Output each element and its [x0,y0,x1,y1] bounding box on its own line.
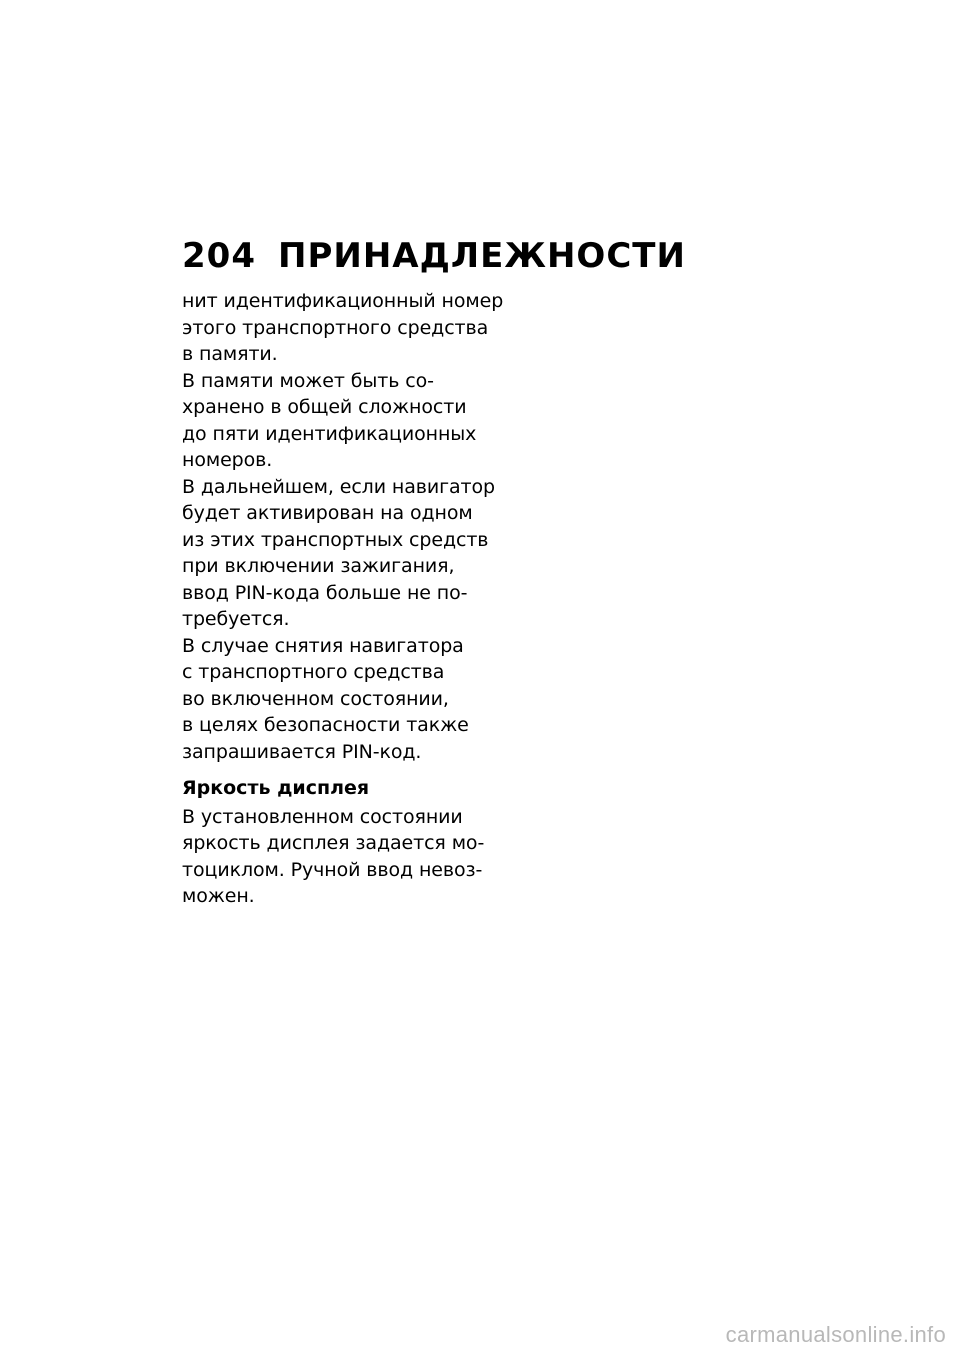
text-line: тоциклом. Ручной ввод невоз- [182,858,483,881]
text-line: можен. [182,885,255,907]
subheading-display-brightness: Яркость дисплея [182,777,370,799]
text-line: номеров. [182,449,273,471]
text-line: В установленном состоянии [182,805,463,828]
footer-watermark: carmanualsonline.info [725,1322,946,1347]
text-line: ввод PIN-кода больше не по- [182,581,468,604]
section-title: ПРИНАДЛЕЖНОСТИ [278,236,686,276]
text-line: в целях безопасности также [182,714,469,736]
text-line: до пяти идентификационных [182,422,477,445]
text-line: будет активирован на одном [182,502,473,524]
text-line: в памяти. [182,343,278,365]
text-line: при включении зажигания, [182,555,455,577]
text-line: требуется. [182,608,290,630]
text-line: хранено в общей сложности [182,396,467,418]
text-line: нит идентификационный номер [182,290,504,312]
page-header [182,236,686,286]
text-line: этого транспортного средства [182,316,489,339]
text-line: В памяти может быть со- [182,369,434,392]
text-line: с транспортного средства [182,661,445,683]
text-line: В случае снятия навигатора [182,634,464,657]
page-number: 204 [182,236,256,276]
text-line: из этих транспортных средств [182,528,489,551]
text-line: во включенном состоянии, [182,687,449,710]
text-line: В дальнейшем, если навигатор [182,475,496,498]
text-line: запрашивается PIN-код. [182,740,422,763]
body-text [182,288,504,910]
text-line: яркость дисплея задается мо- [182,832,485,854]
